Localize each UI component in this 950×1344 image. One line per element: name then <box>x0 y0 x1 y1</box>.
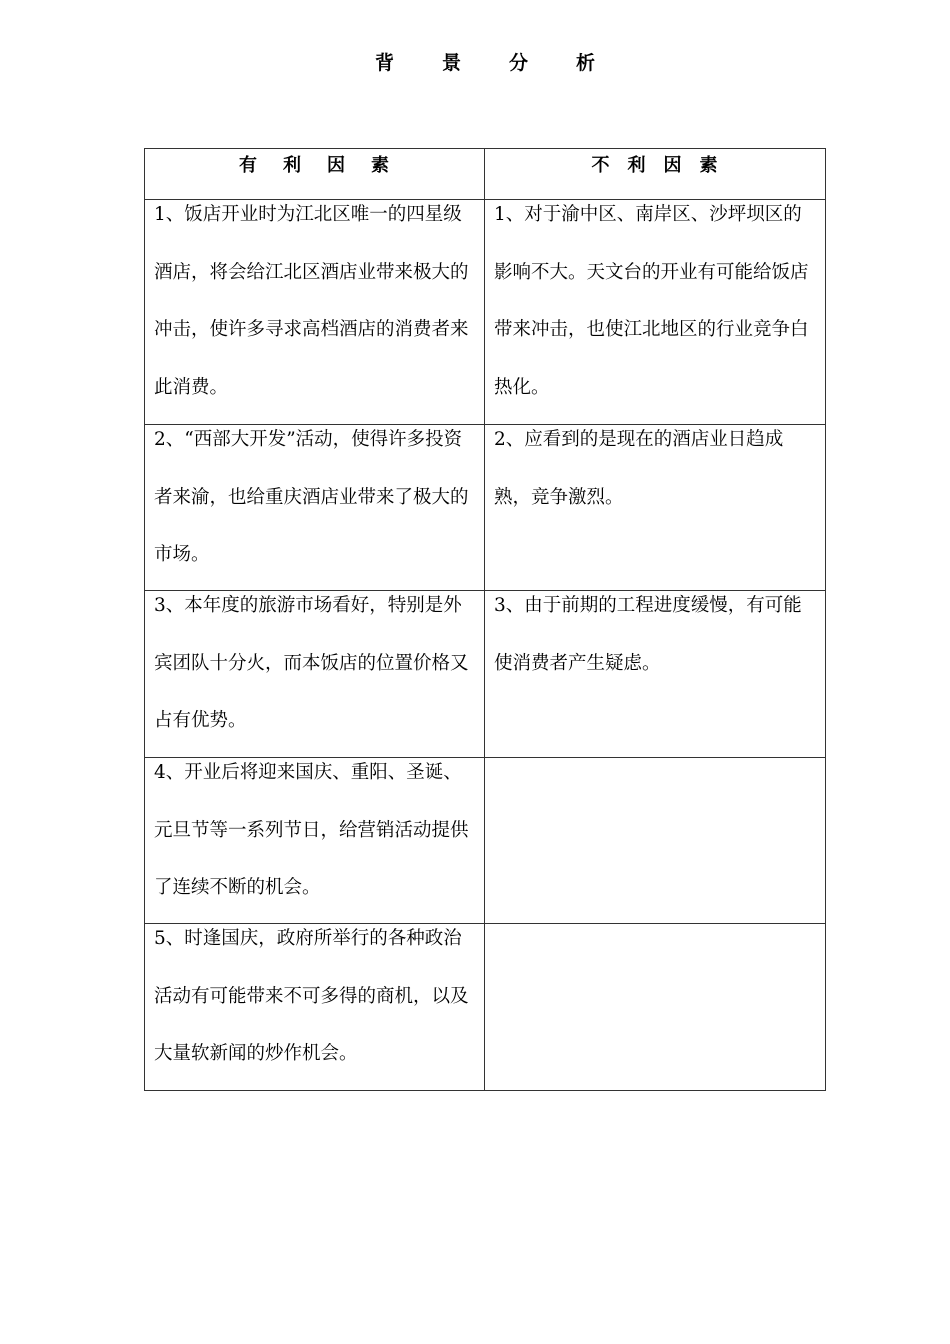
table-row <box>145 425 826 591</box>
advantage-cell <box>145 425 485 591</box>
disadvantage-cell <box>485 758 826 924</box>
table-row <box>145 924 826 1091</box>
disadvantage-cell <box>485 425 826 591</box>
advantage-cell <box>145 924 485 1091</box>
disadvantage-text: 3、由于前期的工程进度缓慢，有可能使消费者产生疑虑。 <box>494 595 802 674</box>
advantage-text: 5、时逢国庆，政府所举行的各种政治活动有可能带来不可多得的商机，以及大量软新闻的炒作机会。 <box>154 928 469 1064</box>
disadvantage-text: 2、应看到的是现在的酒店业日趋成熟，竞争激烈。 <box>494 429 784 508</box>
advantage-text: 1、饭店开业时为江北区唯一的四星级酒店，将会给江北区酒店业带来极大的冲击，使许多寻求高档酒店的消费者来此消费。 <box>154 204 469 398</box>
header-disadvantages: 不利因素 <box>485 149 826 200</box>
advantage-cell <box>145 758 485 924</box>
table-row <box>145 758 826 924</box>
advantage-cell <box>145 200 485 425</box>
disadvantage-cell <box>485 924 826 1091</box>
advantage-text: 2、“西部大开发”活动，使得许多投资者来渝，也给重庆酒店业带来了极大的市场。 <box>154 429 469 565</box>
disadvantage-cell <box>485 591 826 758</box>
factors-table <box>144 148 826 1091</box>
page-title: 背景分析 <box>374 52 643 74</box>
advantage-text: 3、本年度的旅游市场看好，特别是外宾团队十分火，而本饭店的位置价格又占有优势。 <box>154 595 469 731</box>
advantage-cell <box>145 591 485 758</box>
disadvantage-cell <box>485 200 826 425</box>
table-row <box>145 591 826 758</box>
advantage-text: 4、开业后将迎来国庆、重阳、圣诞、元旦节等一系列节日，给营销活动提供了连续不断的机会。 <box>154 762 469 898</box>
table-row <box>145 200 826 425</box>
disadvantage-text: 1、对于渝中区、南岸区、沙坪坝区的影响不大。天文台的开业有可能给饭店带来冲击，也使江北地区的行业竞争白热化。 <box>494 204 809 398</box>
header-advantages: 有利因素 <box>145 149 485 200</box>
